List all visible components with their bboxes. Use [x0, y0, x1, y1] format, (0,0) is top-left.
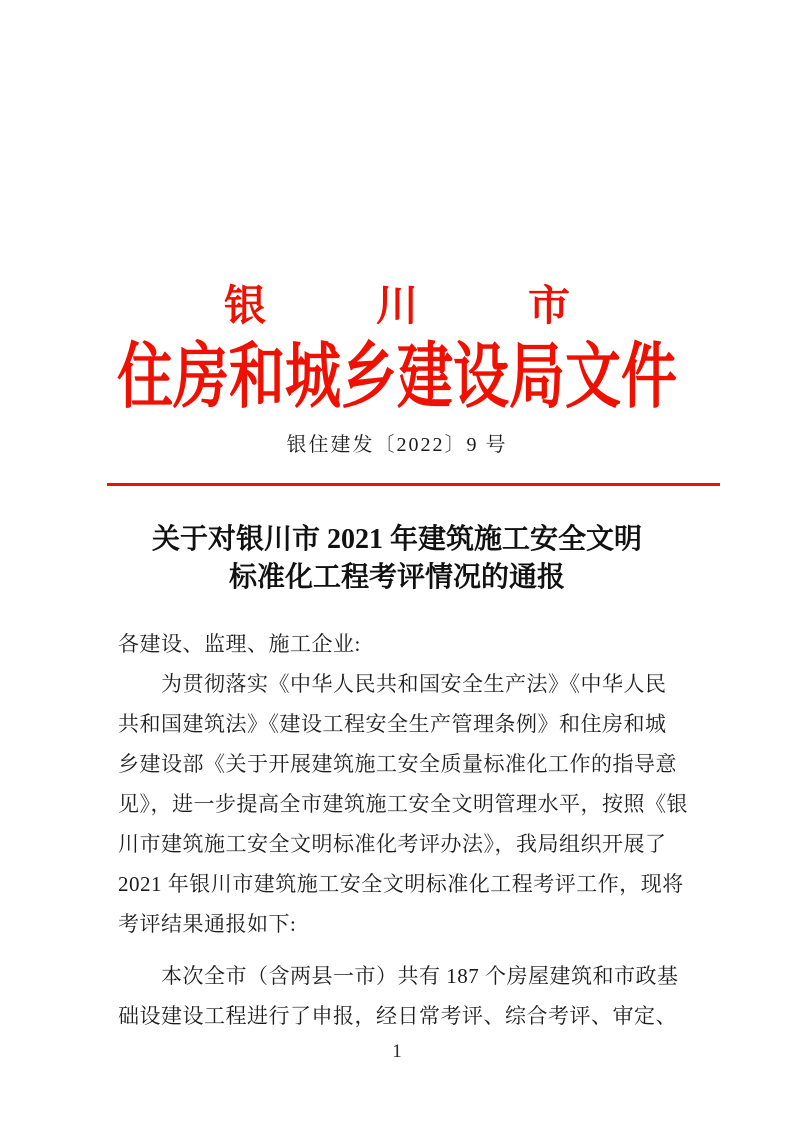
document-body: [118, 624, 688, 1036]
document-title-line1: 关于对银川市 2021 年建筑施工安全文明: [151, 524, 642, 555]
body-line: 共和国建筑法》《建设工程安全生产管理条例》和住房和城: [118, 712, 667, 736]
body-line: 见》，进一步提高全市建筑施工安全文明管理水平，按照《银: [118, 792, 688, 816]
agency-banner-row: [0, 338, 794, 421]
body-line: 本次全市（含两县一市）共有 187 个房屋建筑和市政基: [118, 964, 679, 988]
body-line: 考评结果通报如下:: [118, 912, 297, 936]
document-reference-number: 银住建发〔2022〕9 号: [286, 434, 508, 456]
body-line: 为贯彻落实《中华人民共和国安全生产法》《中华人民: [118, 672, 667, 696]
red-divider-line: [107, 483, 720, 486]
issuing-city-name: 银川市: [223, 284, 680, 330]
page-number: 1: [392, 1041, 402, 1062]
body-line: 川市建筑施工安全文明标准化考评办法》，我局组织开展了: [118, 832, 667, 856]
body-line-salutation: 各建设、监理、施工企业:: [118, 632, 361, 656]
agency-document-banner: 住房和城乡建设局文件: [117, 338, 677, 418]
document-title: [0, 521, 794, 597]
body-line: 2021 年银川市建筑施工安全文明标准化工程考评工作，现将: [118, 872, 684, 896]
body-line: 础设建设工程进行了申报，经日常考评、综合考评、审定、: [118, 1004, 677, 1028]
document-title-line2: 标准化工程考评情况的通报: [228, 562, 565, 593]
body-line: 乡建设部《关于开展建筑施工安全质量标准化工作的指导意: [118, 752, 677, 776]
